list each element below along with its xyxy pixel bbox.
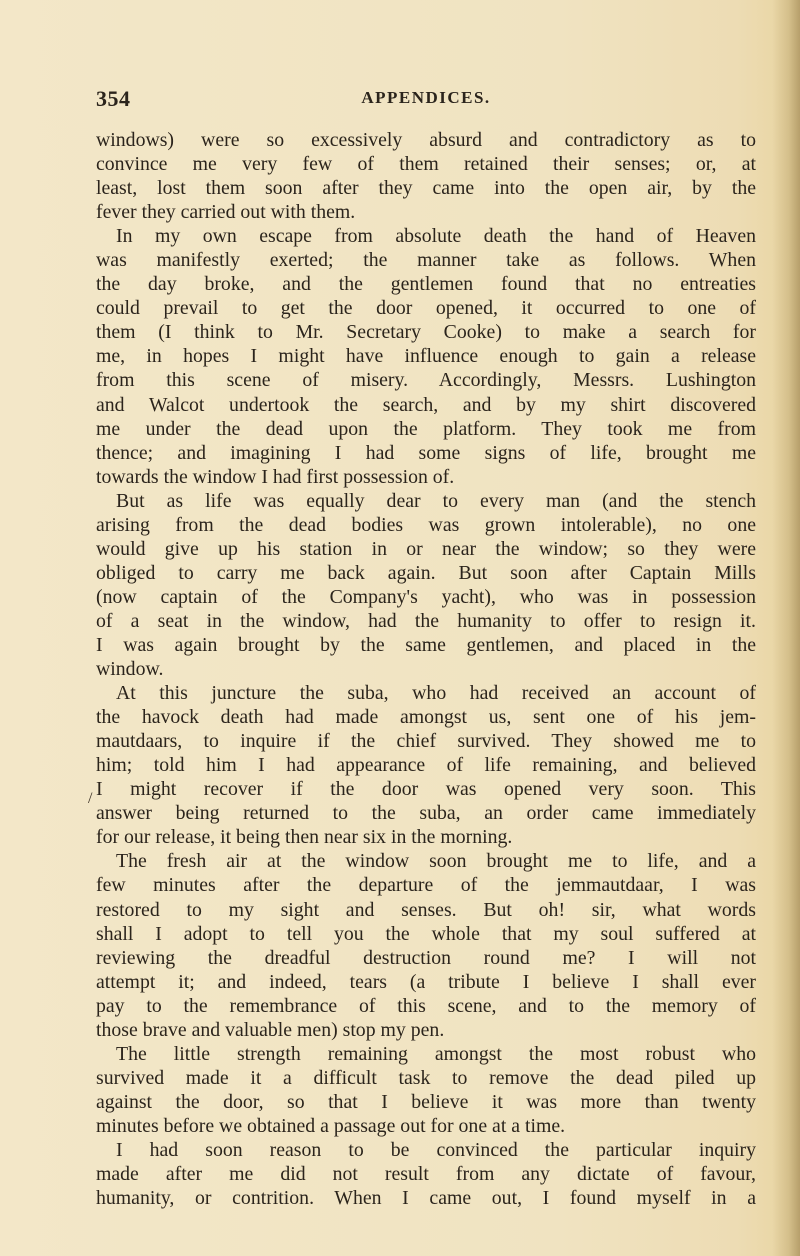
page-number: 354 <box>96 86 131 111</box>
text-line: shall I adopt to tell you the whole that my soul suffered at <box>96 922 756 945</box>
text-line: and Walcot undertook the search, and by my shirt discovered <box>96 393 756 416</box>
page-header <box>96 86 756 116</box>
text-line: At this juncture the suba, who had received an account of <box>116 682 756 705</box>
text-line: from this scene of misery. Accordingly, Messrs. Lushington <box>96 369 756 392</box>
text-line: answer being returned to the suba, an order came immediately <box>96 802 756 825</box>
text-line: would give up his station in or near the window; so they were <box>96 537 756 560</box>
text-line: windows) were so excessively absurd and contradictory as to <box>96 129 756 151</box>
text-line: minutes before we obtained a passage out for one at a time. <box>96 1114 566 1137</box>
text-line: thence; and imagining I had some signs of life, brought me <box>96 441 756 464</box>
text-line: made after me did not result from any dictate of favour, <box>96 1163 756 1186</box>
margin-mark: / <box>88 790 93 807</box>
text-line: obliged to carry me back again. But soon after Captain Mills <box>96 561 756 584</box>
text-line: The fresh air at the window soon brought me to life, and a <box>116 850 756 873</box>
text-line: I was again brought by the same gentlemen, and placed in the <box>96 633 756 656</box>
text-line: I might recover if the door was opened very soon. This <box>96 778 756 801</box>
text-line: was manifestly exerted; the manner take as follows. When <box>96 249 756 272</box>
page-edge-shadow <box>772 0 800 1256</box>
text-line: against the door, so that I believe it was more than twenty <box>96 1090 756 1113</box>
text-line: for our release, it being then near six in the morning. <box>96 826 513 849</box>
text-line: attempt it; and indeed, tears (a tribute I believe I shall ever <box>96 970 756 993</box>
text-line: few minutes after the departure of the jemmautdaar, I was <box>96 874 756 897</box>
text-line: humanity, or contrition. When I came out, I found myself in a <box>96 1187 756 1210</box>
text-line: could prevail to get the door opened, it occurred to one of <box>96 297 756 320</box>
text-line: In my own escape from absolute death the hand of Heaven <box>116 225 756 248</box>
text-line: towards the window I had first possession of. <box>96 465 455 488</box>
text-line: of a seat in the window, had the humanity to offer to resign it. <box>96 609 756 632</box>
text-line: survived made it a difficult task to remove the dead piled up <box>96 1066 756 1089</box>
running-head: APPENDICES. <box>361 88 491 107</box>
text-line: those brave and valuable men) stop my pen. <box>96 1018 445 1041</box>
text-line: them (I think to Mr. Secretary Cooke) to make a search for <box>96 321 756 344</box>
body-text <box>96 128 756 1210</box>
text-line: me, in hopes I might have influence enough to gain a release <box>96 345 756 368</box>
text-line: arising from the dead bodies was grown intolerable), no one <box>96 513 756 536</box>
text-line: The little strength remaining amongst the most robust who <box>116 1042 756 1065</box>
text-line: reviewing the dreadful destruction round me? I will not <box>96 946 756 969</box>
text-line: I had soon reason to be convinced the particular inquiry <box>116 1138 756 1161</box>
text-line: the day broke, and the gentlemen found that no entreaties <box>96 273 756 296</box>
text-line: fever they carried out with them. <box>96 201 356 224</box>
text-line: window. <box>96 658 164 681</box>
text-line: pay to the remembrance of this scene, and to the memory of <box>96 994 756 1017</box>
text-line: least, lost them soon after they came into the open air, by the <box>96 177 756 200</box>
text-line: convince me very few of them retained their senses; or, at <box>96 153 756 176</box>
text-line: (now captain of the Company's yacht), who was in possession <box>96 585 756 608</box>
text-line: him; told him I had appearance of life remaining, and believed <box>96 754 756 777</box>
text-line: me under the dead upon the platform. They took me from <box>96 417 756 440</box>
text-line: But as life was equally dear to every man (and the stench <box>116 489 756 512</box>
text-line: mautdaars, to inquire if the chief survived. They showed me to <box>96 730 756 753</box>
text-line: the havock death had made amongst us, sent one of his jem- <box>96 706 756 729</box>
text-line: restored to my sight and senses. But oh! sir, what words <box>96 898 756 921</box>
